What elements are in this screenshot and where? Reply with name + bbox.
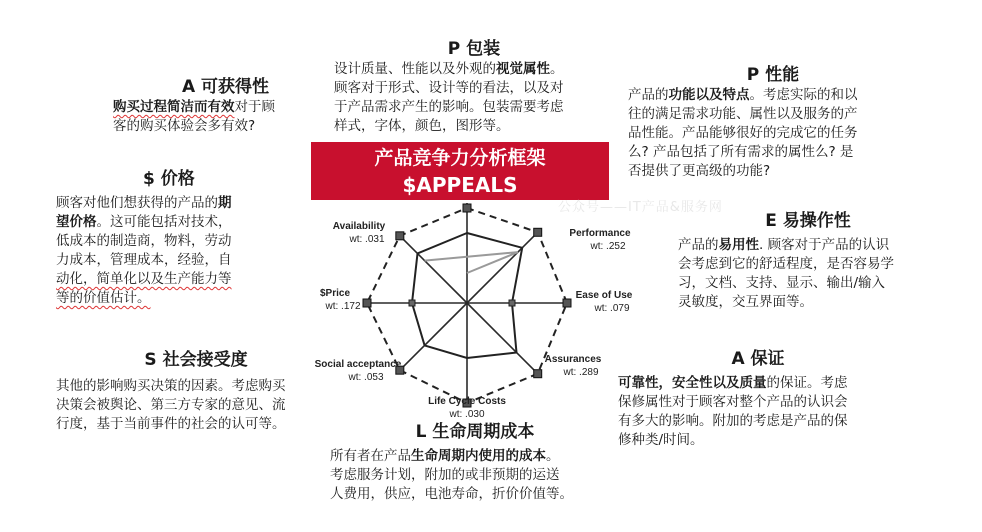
axis-weight-availability: wt: .031 [349, 234, 385, 245]
axis-weight-social: wt: .053 [348, 372, 384, 383]
performance-text: 产品的功能以及特点。考虑实际的和以 往的满足需求功能、属性以及服务的产 品性能。产品能够很好的完成它的任务 么? 产品包括了所有需求的属性么? 是 否提供了更高级的功能? [628, 87, 858, 179]
banner-title: 产品竞争力分析框架 [374, 147, 546, 169]
banner-subtitle: $APPEALS [402, 173, 518, 197]
ease-text: 产品的易用性. 顾客对于产品的认识 会考虑到它的舒适程度，是否容易学 习，文档、支持、显示、输出/输入 灵敏度，交互界面等。 [678, 237, 894, 310]
axis-label-price: $Price [319, 288, 351, 299]
packaging-title: P 包装 [447, 39, 501, 59]
axis-weight-price: wt: .172 [325, 301, 361, 312]
lifecycle-text: 所有者在产品生命周期内使用的成本。 考虑服务计划，附加的或非预期的运送 人费用，供应，电池寿命，折价价值等。 [330, 448, 573, 502]
marker-price [363, 299, 371, 307]
assurance-text: 可靠性，安全性以及质量的保证。考虑 保修属性对于顾客对整个产品的认识会 有多大的影响。附加的考虑是产品的保 修种类/时间。 [618, 375, 848, 448]
packaging-text: 设计质量、性能以及外观的视觉属性。 顾客对于形式、设计等的看法，以及对 于产品需求产生的影响。包装需要考虑 样式，字体，颜色，图形等。 [334, 61, 564, 134]
axis-label-ease: Ease of Use [575, 290, 633, 301]
spoke-availability [396, 232, 467, 303]
axis-label-lifecycle: Life Cycle Costs [428, 396, 506, 407]
axis-weight-lifecycle: wt: .030 [449, 409, 485, 420]
axis-label-performance: Performance [569, 228, 631, 239]
marker-assurances [534, 370, 542, 378]
axis-label-assurances: Assurances [544, 354, 602, 365]
axis-label-social: Social acceptance [314, 359, 402, 370]
marker-packaging [463, 204, 471, 212]
axis-label-availability: Availability [332, 221, 386, 232]
watermark: 公众号——IT产品&服务网 [558, 200, 723, 215]
axis-weight-performance: wt: .252 [590, 241, 626, 252]
price-text: 顾客对他们想获得的产品的期 望价格。这可能包括对技术， 低成本的制造商，物料，劳动 力成本，管理成本，经验，自 动化，简单化以及生产能力等 等的价值估计。 [56, 195, 232, 306]
series-2-line [425, 252, 518, 273]
availability-text: 购买过程简洁而有效对于顾 客的购买体验会多有效? [113, 99, 275, 134]
social-text: 其他的影响购买决策的因素。考虑购买 决策会被舆论、第三方专家的意见、流 行度，基于当前事件的社会的认可等。 [56, 378, 286, 432]
inner-marker-ease [509, 300, 515, 306]
spoke-social [396, 303, 467, 374]
axis-weight-assurances: wt: .289 [563, 367, 599, 378]
lifecycle-title: L 生命周期成本 [415, 422, 535, 442]
ease-title: E 易操作性 [765, 211, 851, 231]
axis-weight-ease: wt: .079 [594, 303, 630, 314]
marker-ease [563, 299, 571, 307]
marker-availability [396, 232, 404, 240]
social-title: S 社会接受度 [144, 350, 248, 370]
price-title: $ 价格 [143, 169, 195, 189]
assurance-title: A 保证 [731, 349, 785, 369]
inner-marker-price [409, 300, 415, 306]
marker-performance [534, 228, 542, 236]
spoke-assurances [467, 303, 538, 374]
performance-title: P 性能 [746, 65, 800, 85]
availability-title: A 可获得性 [181, 77, 270, 97]
